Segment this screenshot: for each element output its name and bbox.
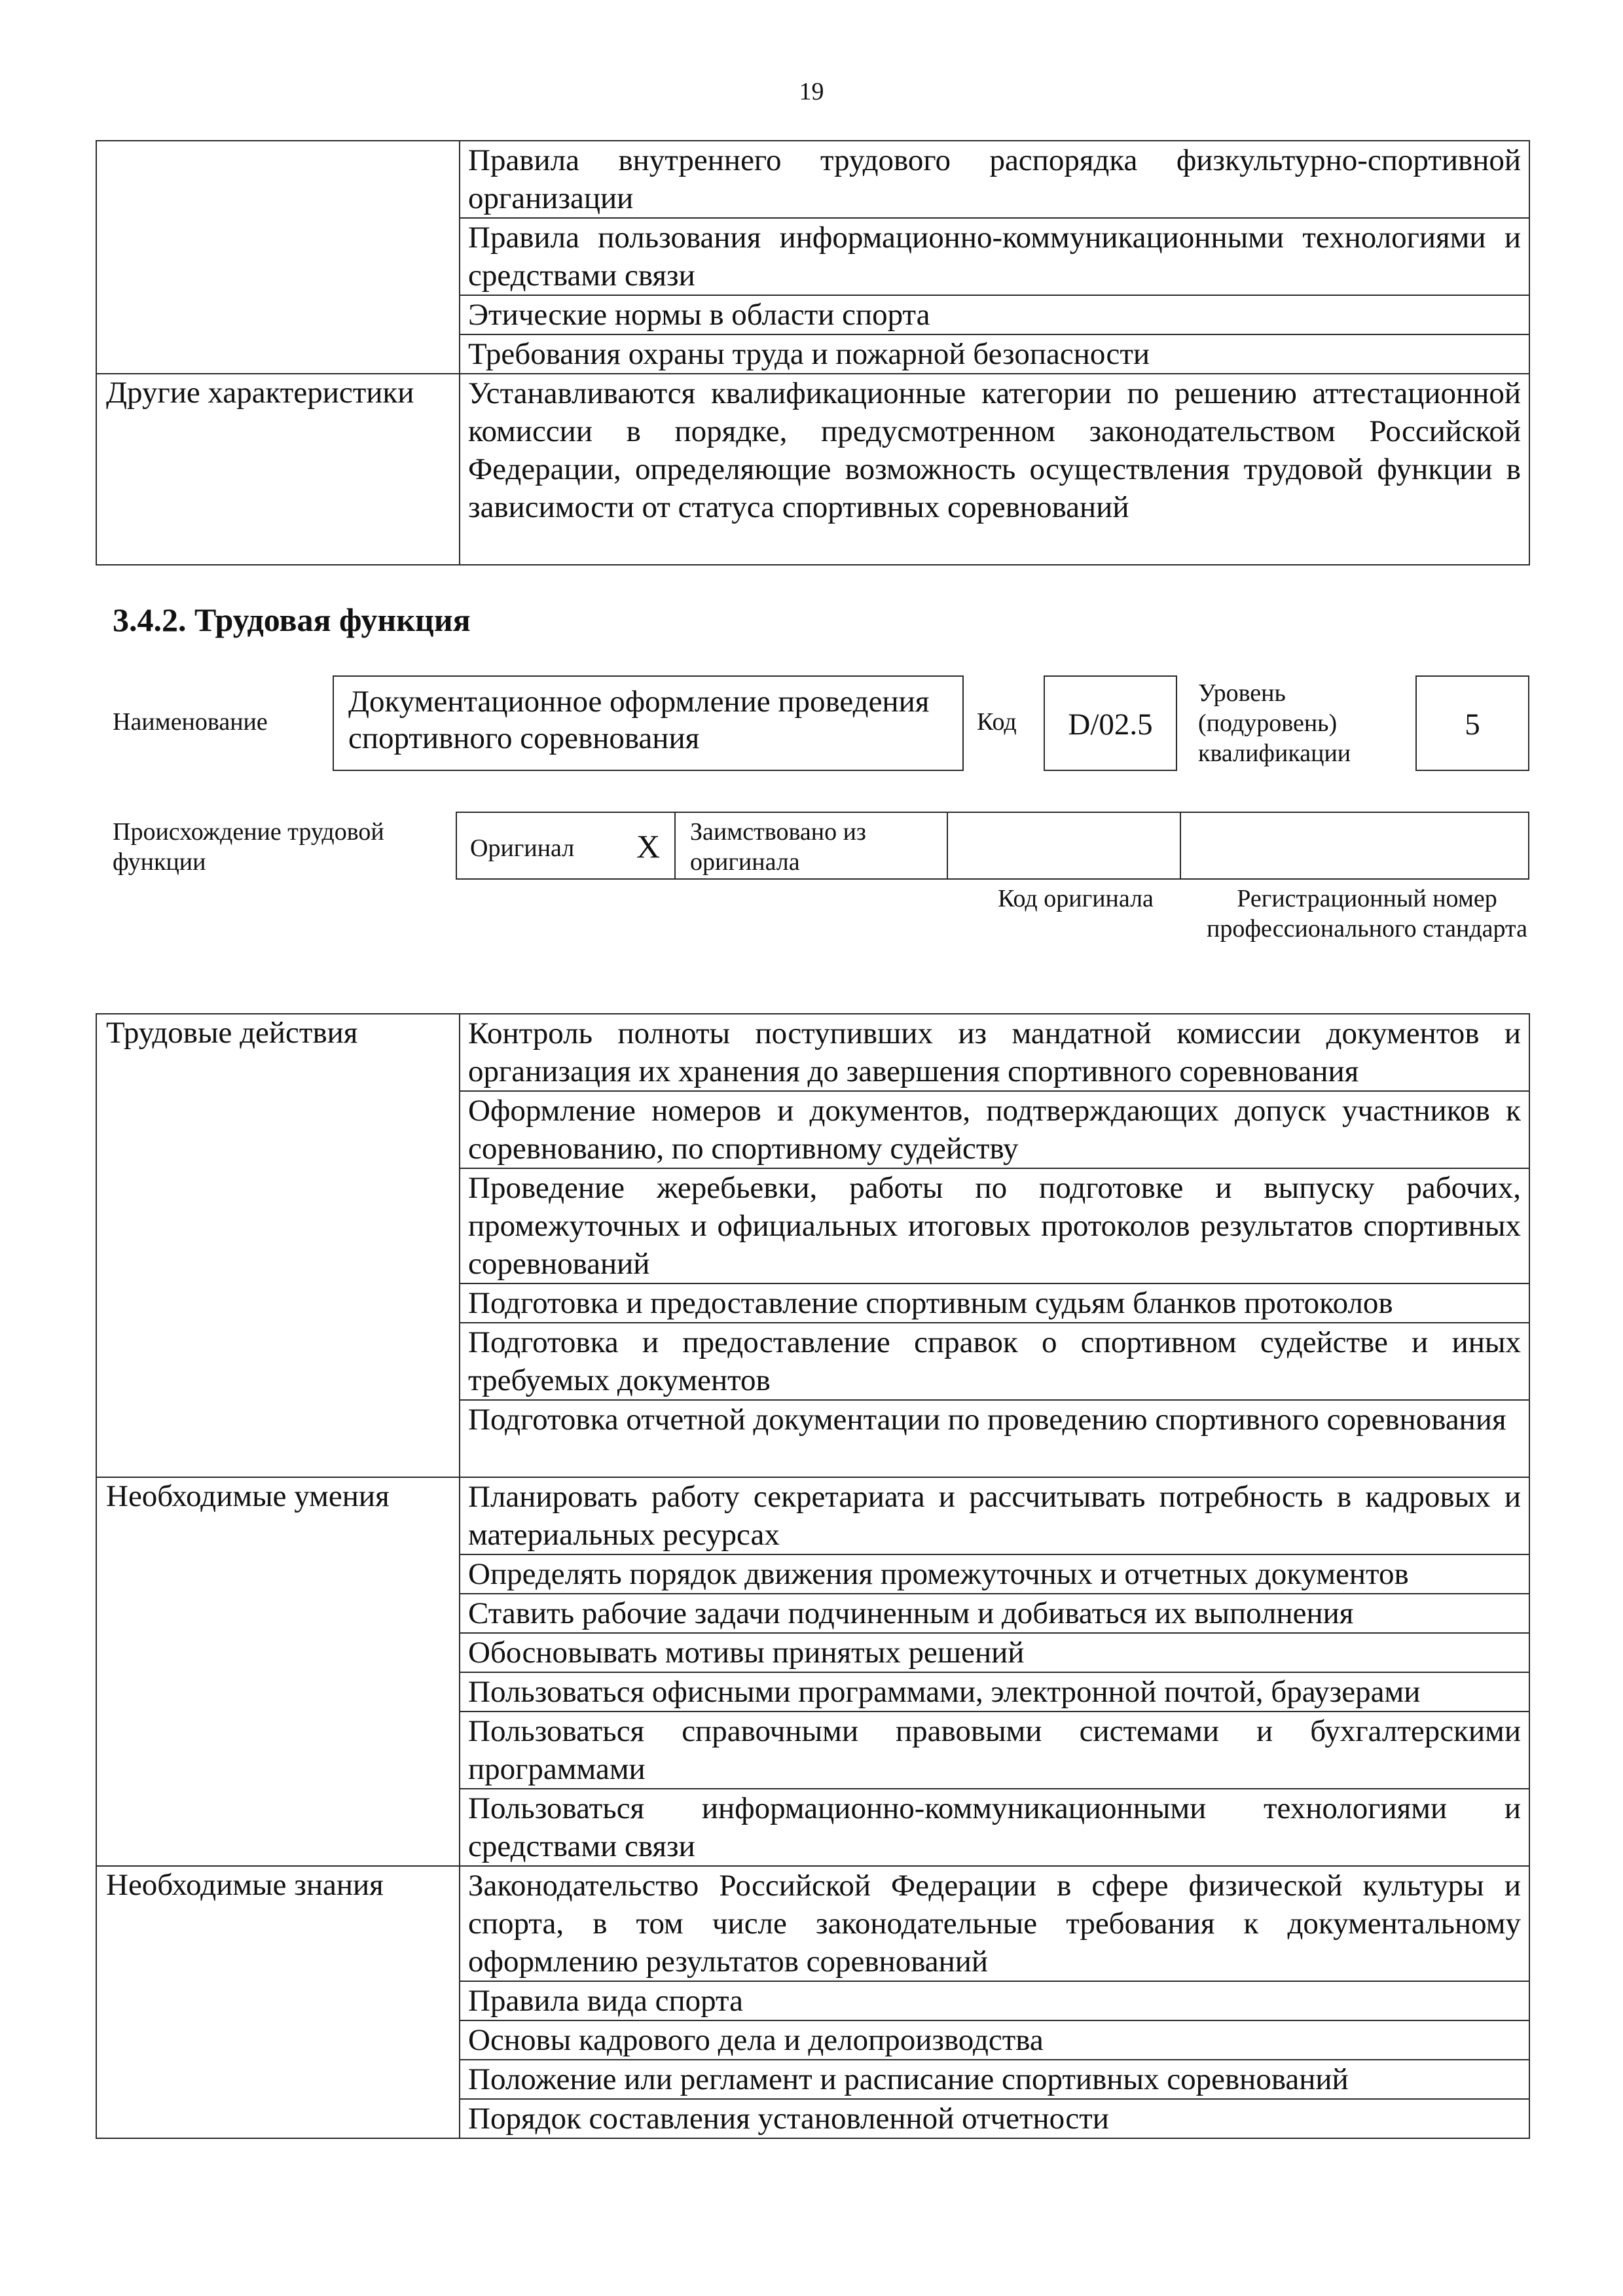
table-cell: Контроль полноты поступивших из мандатной комиссии документов и организация их хранения до завершения спортивного соревнования: [460, 1014, 1529, 1091]
table-cell: Оформление номеров и документов, подтверждающих допуск участников к соревнованию, по спортивному судейству: [460, 1091, 1529, 1168]
table-cell: Правила внутреннего трудового распорядка физкультурно-спортивной организации: [460, 141, 1529, 218]
table-cell: Этические нормы в области спорта: [460, 295, 1529, 334]
table-cell: Определять порядок движения промежуточных и отчетных документов: [460, 1554, 1529, 1594]
table-cell: Подготовка и предоставление справок о спортивном судействе и иных требуемых документов: [460, 1323, 1529, 1400]
level-value: 5: [1415, 675, 1529, 771]
table-cell: Подготовка отчетной документации по проведению спортивного соревнования: [460, 1400, 1529, 1477]
code-label: Код: [977, 708, 1017, 736]
reg-number-caption: Регистрационный номер профессионального стандарта: [1207, 885, 1527, 942]
table-cell: Пользоваться информационно-коммуникационными технологиями и средствами связи: [460, 1789, 1529, 1866]
borrowed-label: Заимствовано из оригинала: [690, 818, 866, 876]
reg-number-cell: [1180, 813, 1529, 878]
code-original-caption: Код оригинала: [998, 885, 1154, 912]
row-label-empty: [96, 141, 460, 374]
table-cell: Пользоваться офисными программами, электронной почтой, браузерами: [460, 1672, 1529, 1712]
table-cell: Подготовка и предоставление спортивным судьям бланков протоколов: [460, 1283, 1529, 1323]
name-value: Документационное оформление проведения спортивного соревнования: [348, 685, 930, 755]
code-original-cell: [947, 813, 1180, 878]
name-label: Наименование: [113, 708, 268, 736]
labor-function-table: [96, 1013, 1530, 2139]
original-cell: [456, 813, 674, 878]
original-mark: X: [636, 828, 661, 865]
table-cell: Основы кадрового дела и делопроизводства: [460, 2020, 1529, 2060]
table-cell: Правила вида спорта: [460, 1981, 1529, 2020]
table-row: [96, 1014, 1529, 1091]
row-label-other: Другие характеристики: [96, 374, 460, 565]
table-cell: Ставить рабочие задачи подчиненным и добиваться их выполнения: [460, 1594, 1529, 1633]
table-cell: Проведение жеребьевки, работы по подготовке и выпуску рабочих, промежуточных и официальных итоговых протоколов результатов спортивных соревнований: [460, 1168, 1529, 1283]
code-value: D/02.5: [1044, 675, 1177, 771]
table-row: [96, 141, 1529, 218]
original-label: Оригинал: [470, 834, 575, 862]
table-row: [96, 1866, 1529, 1981]
page-number: 19: [799, 78, 824, 105]
table-row: [96, 374, 1529, 565]
table-cell: Устанавливаются квалификационные категории по решению аттестационной комиссии в порядке, предусмотренном законодательством Российской Федерации, определяющие возможность осуществления трудовой функции в зависимости от статуса спортивных соревнований: [460, 374, 1529, 565]
level-label: Уровень (подуровень) квалификации: [1198, 679, 1351, 767]
origin-label: Происхождение трудовой функции: [113, 818, 384, 876]
group-label-knowledge: Необходимые знания: [96, 1866, 460, 2138]
table-cell: Порядок составления установленной отчетности: [460, 2099, 1529, 2138]
origin-row: [456, 812, 1529, 880]
group-label-skills: Необходимые умения: [96, 1477, 460, 1866]
table-cell: Положение или регламент и расписание спортивных соревнований: [460, 2060, 1529, 2099]
table-cell: Обосновывать мотивы принятых решений: [460, 1633, 1529, 1672]
table-row: [96, 1477, 1529, 1554]
table-cell: Планировать работу секретариата и рассчитывать потребность в кадровых и материальных ресурсах: [460, 1477, 1529, 1554]
group-label-actions: Трудовые действия: [96, 1014, 460, 1477]
characteristics-table: [96, 140, 1530, 565]
table-cell: Требования охраны труда и пожарной безопасности: [460, 334, 1529, 374]
borrowed-cell: [674, 813, 947, 878]
section-heading: 3.4.2. Трудовая функция: [113, 601, 471, 638]
table-cell: Законодательство Российской Федерации в сфере физической культуры и спорта, в том числе законодательные требования к документальному оформлению результатов соревнований: [460, 1866, 1529, 1981]
table-cell: Пользоваться справочными правовыми системами и бухгалтерскими программами: [460, 1712, 1529, 1789]
table-cell: Правила пользования информационно-коммуникационными технологиями и средствами связи: [460, 218, 1529, 295]
name-value-box: [333, 675, 964, 771]
